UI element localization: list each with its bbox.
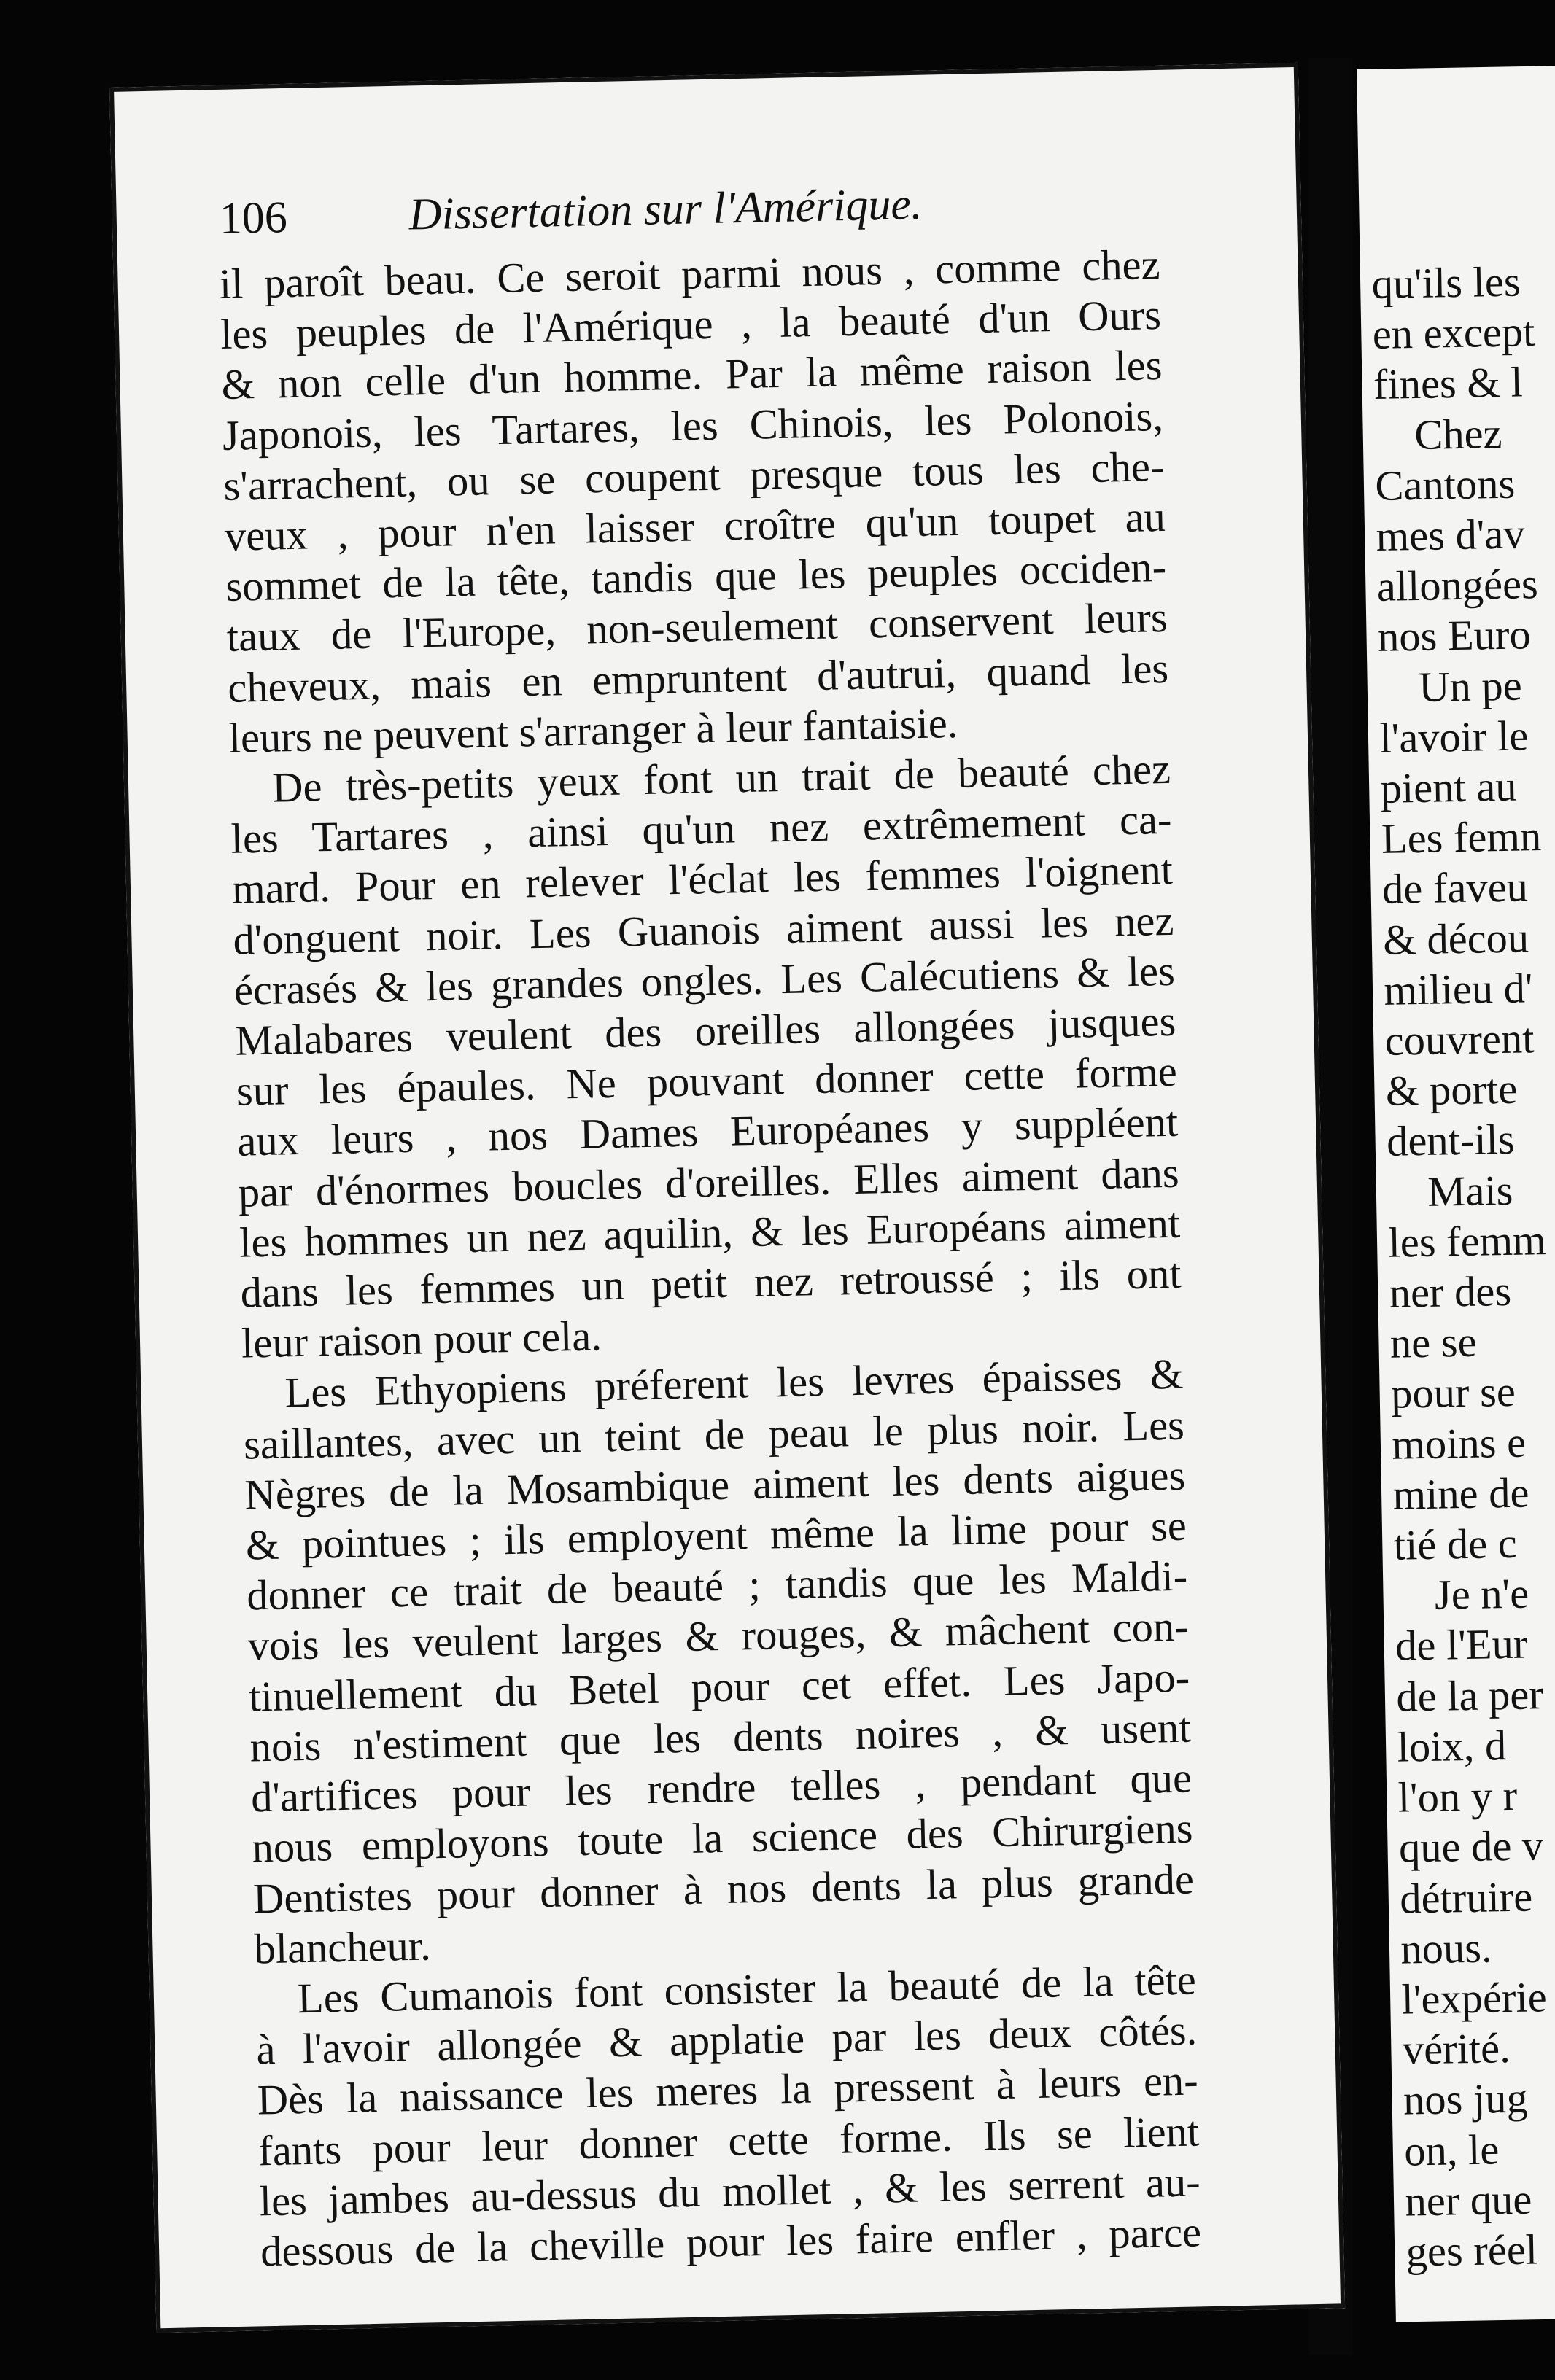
text-line: & pointues ; ils employent même la lime pour se <box>245 1501 1187 1569</box>
text-line: il paroît beau. Ce seroit parmi nous , comme chez <box>219 240 1161 308</box>
text-line: leurs ne peuvent s'arranger à leur fantaisie. <box>228 699 958 762</box>
text-line: milieu d' <box>1383 964 1533 1014</box>
text-line: les jambes au-dessus du mollet , & les serrent au- <box>259 2158 1201 2225</box>
text-line: taux de l'Europe, non-seulement conservent leurs <box>226 594 1168 661</box>
text-line: les hommes un nez aquilin, & les Européans aiment <box>239 1199 1181 1267</box>
text-line: Un pe <box>1418 661 1523 711</box>
text-line: l'avoir le <box>1378 712 1529 762</box>
text-line: en except <box>1372 308 1535 359</box>
text-line: sur les épaules. Ne pouvant donner cette forme <box>236 1047 1178 1115</box>
text-line: écrasés & les grandes ongles. Les Calécutiens & les <box>233 946 1176 1014</box>
text-line: fines & l <box>1373 358 1524 409</box>
text-line: ner des <box>1389 1267 1512 1317</box>
text-line: Mais <box>1427 1166 1513 1216</box>
text-line: on, le <box>1403 2125 1500 2175</box>
text-line: mes d'av <box>1376 510 1526 560</box>
page-number: 106 <box>219 192 288 244</box>
text-line: dans les femmes un petit nez retroussé ; ils ont <box>240 1249 1182 1317</box>
text-line: de la per <box>1395 1670 1544 1721</box>
text-line: Les Cumanois font consister la beauté de la tête <box>297 1956 1197 2023</box>
text-line: nos jug <box>1403 2074 1529 2124</box>
text-line: s'arrachent, ou se coupent presque tous les che- <box>222 442 1165 510</box>
text-line: à l'avoir allongée & applatie par les deux côtés. <box>255 2006 1198 2074</box>
text-line: donner ce trait de beauté ; tandis que les Maldi- <box>246 1552 1188 1619</box>
text-line: nous. <box>1400 1924 1493 1973</box>
text-line: pour se <box>1390 1368 1516 1418</box>
text-line: nous employons toute la science des Chirurgiens <box>251 1804 1194 1872</box>
text-line: blancheur. <box>253 1921 432 1973</box>
text-line: Les femn <box>1381 812 1542 863</box>
text-line: détruire <box>1399 1872 1533 1923</box>
text-line: Cantons <box>1374 459 1516 510</box>
text-line: de faveu <box>1381 863 1529 914</box>
text-line: qu'ils les <box>1371 257 1521 308</box>
text-line: & porte <box>1385 1065 1518 1116</box>
text-line: ges réel <box>1405 2225 1538 2276</box>
text-line: & décou <box>1382 914 1529 964</box>
text-line: Japonois, les Tartares, les Chinois, les Polonois, <box>222 392 1164 459</box>
text-line: ne se <box>1389 1318 1478 1368</box>
text-line: Je n'e <box>1434 1569 1529 1619</box>
text-line: leur raison pour cela. <box>241 1312 602 1367</box>
text-line: d'artifices pour les rendre telles , pendant que <box>250 1754 1193 1821</box>
text-line: De très-petits yeux font un trait de beauté chez <box>271 744 1171 812</box>
text-line: tinuellement du Betel pour cet effet. Les Japo- <box>248 1653 1190 1721</box>
text-line: aux leurs , nos Dames Européanes y suppléent <box>236 1098 1179 1166</box>
text-line: ner que <box>1404 2175 1532 2225</box>
text-line: les peuples de l'Amérique , la beauté d'un Ours <box>220 291 1162 359</box>
text-line: fants pour leur donner cette forme. Ils se lient <box>257 2107 1200 2174</box>
running-title: Dissertation sur l'Amérique. <box>408 179 923 240</box>
text-line: couvrent <box>1384 1014 1535 1065</box>
text-line: l'expérie <box>1401 1973 1548 2023</box>
text-line: loix, d <box>1397 1721 1507 1771</box>
text-line: tié de c <box>1393 1519 1518 1569</box>
text-line: les Tartares , ainsi qu'un nez extrêmement ca- <box>230 796 1173 863</box>
text-line: que de v <box>1398 1821 1544 1872</box>
text-line: vérité. <box>1402 2024 1511 2074</box>
text-line: de l'Eur <box>1395 1620 1528 1671</box>
text-line: sommet de la tête, tandis que les peuples occiden- <box>225 543 1167 611</box>
text-line: dent-ils <box>1386 1116 1516 1166</box>
text-line: Dentistes pour donner à nos dents la plus grande <box>252 1854 1195 1922</box>
text-line: veux , pour n'en laisser croître qu'un toupet au <box>224 492 1166 560</box>
text-line: nos Euro <box>1377 610 1532 661</box>
text-line: par d'énormes boucles d'oreilles. Elles aiment dans <box>238 1148 1180 1216</box>
text-line: Dès la naissance les meres la pressent à leurs en- <box>257 2056 1199 2124</box>
text-line: Nègres de la Mosambique aiment les dents aigues <box>244 1451 1186 1519</box>
left-page-body <box>219 239 1202 2277</box>
text-line: allongées <box>1376 560 1539 611</box>
text-line: dessous de la cheville pour les faire enfler , parce <box>260 2208 1202 2276</box>
text-line: Les Ethyopiens préferent les levres épaisses & <box>284 1350 1184 1417</box>
text-line: pient au <box>1380 762 1518 812</box>
text-line: mard. Pour en relever l'éclat les femmes l'oignent <box>231 846 1174 914</box>
text-line: mine de <box>1392 1469 1529 1519</box>
text-line: & non celle d'un homme. Par la même raison les <box>220 341 1163 409</box>
text-line: Malabares veulent des oreilles allongées jusques <box>234 997 1176 1065</box>
text-line: Chez <box>1414 409 1502 459</box>
text-line: d'onguent noir. Les Guanois aiment aussi les nez <box>232 896 1174 964</box>
text-line: les femm <box>1387 1216 1547 1267</box>
text-line: saillantes, avec un teint de peau le plus noir. Les <box>243 1401 1185 1469</box>
text-line: nois n'estiment que les dents noires , & usent <box>249 1703 1192 1771</box>
text-line: vois les veulent larges & rouges, & mâchent con- <box>247 1603 1190 1671</box>
text-line: l'on y r <box>1397 1771 1518 1821</box>
text-line: moins e <box>1391 1418 1527 1469</box>
text-line: cheveux, mais en empruntent d'autrui, quand les <box>227 644 1169 712</box>
